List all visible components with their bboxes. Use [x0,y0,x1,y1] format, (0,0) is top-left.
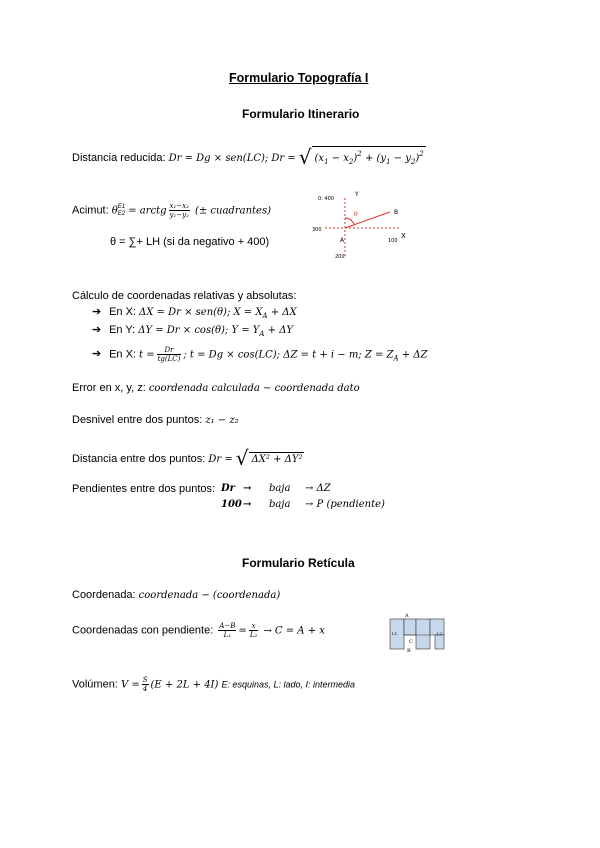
theta-sum: θ = ∑+ LH (si da negativo + 400) [110,236,270,248]
reticula-label-b: B [407,648,411,653]
reticula-label-l1: L1 [392,631,398,636]
diagram-label-b: B [394,209,399,216]
distancia-dos-row: Distancia entre dos puntos: Dr = √ ΔX² + ΔY² [72,446,303,470]
acimut-diagram [310,190,410,265]
diagram-label-theta: θ [354,211,358,218]
reticula-diagram [388,611,450,653]
distancia-radicand: $(x_1 - x_2)^2 + (y_1 - y_2)^2$ [312,146,426,169]
coord-item-x: ➔ En X: ΔX = Dr × sen(θ); $X = X_A + \Delta X$ [92,306,297,320]
acimut-arctg: = arctg [128,205,167,217]
acimut-cuadrantes: (± cuadrantes) [194,205,271,217]
diagram-label-y: Y [355,191,359,198]
distancia-formula-1: Dr = Dg × sen(LC); [168,153,269,164]
desnivel-row: Desnivel entre dos puntos: z₁ − z₂ [72,414,239,426]
diagram-label-a: A [340,237,345,244]
diagram-label-top: 0: 400 [318,196,334,202]
coordenada-row: Coordenada: coordenada − (coordenada) [72,589,281,601]
sqrt-sign: √ [298,145,312,169]
distancia-label: Distancia reducida: [72,152,166,164]
section-heading-reticula: Formulario Retícula [242,556,355,570]
diagram-label-x: X [401,232,406,240]
coord-label: Cálculo de coordenadas relativas y absolutas: [72,290,297,302]
reticula-label-l2: L2 [437,631,443,636]
acimut-label: Acimut: [72,204,109,217]
diagram-label-bottom: 200 [335,254,345,260]
error-row: Error en x, y, z: coordenada calculada − coordenada dato [72,382,360,394]
document-title: Formulario Topografía I [229,71,369,85]
pendientes-label: Pendientes entre dos puntos: [72,483,216,495]
arrow-icon: ➔ [92,348,102,361]
acimut-row [72,202,271,219]
arrow-icon: ➔ [92,306,102,318]
pendientes-row-1: Dr → baja → ΔZ [221,483,331,494]
pendientes-row-2: 100→ baja → P (pendiente) [221,499,385,510]
distancia-formula-2-lhs: Dr = [271,153,296,164]
acimut-indices: E1 E2 [117,203,126,217]
volumen-row: Volúmen: V = $\frac{S}{4}$ (E + 2L + 4I) E: esquinas, L: lado, I: intermedia [72,676,356,693]
diagram-label-right: 100 [388,238,398,244]
coord-item-z: ➔ En X: t = $\frac{Dr}{tg(LC)}$ ; t = Dg × cos(LC); ΔZ = t + i − m; $Z = Z_A + \Delta Z$ [92,346,428,363]
acimut-theta: θ [111,205,118,217]
sqrt-sign: √ [235,446,249,470]
distancia-reducida-row [72,146,426,169]
coordenadas-pendiente-row: Coordenadas con pendiente: $\frac{A-B}{\text{L₁}}$ = $\frac{x}{\text{L₂}}$ → C = A + x [72,622,325,639]
section-heading-itinerario: Formulario Itinerario [242,107,360,121]
coord-item-y: ➔ En Y: ΔY = Dr × cos(θ); $Y = Y_A + \Delta Y$ [92,324,294,338]
acimut-fraction: $\frac{\text{x₁−x₂}}{\text{y₁−y₂}}$ [169,202,189,219]
reticula-label-a: A [405,613,409,619]
reticula-label-c: C [409,639,413,645]
diagram-label-left: 300 [312,227,322,233]
arrow-icon: ➔ [92,324,102,336]
